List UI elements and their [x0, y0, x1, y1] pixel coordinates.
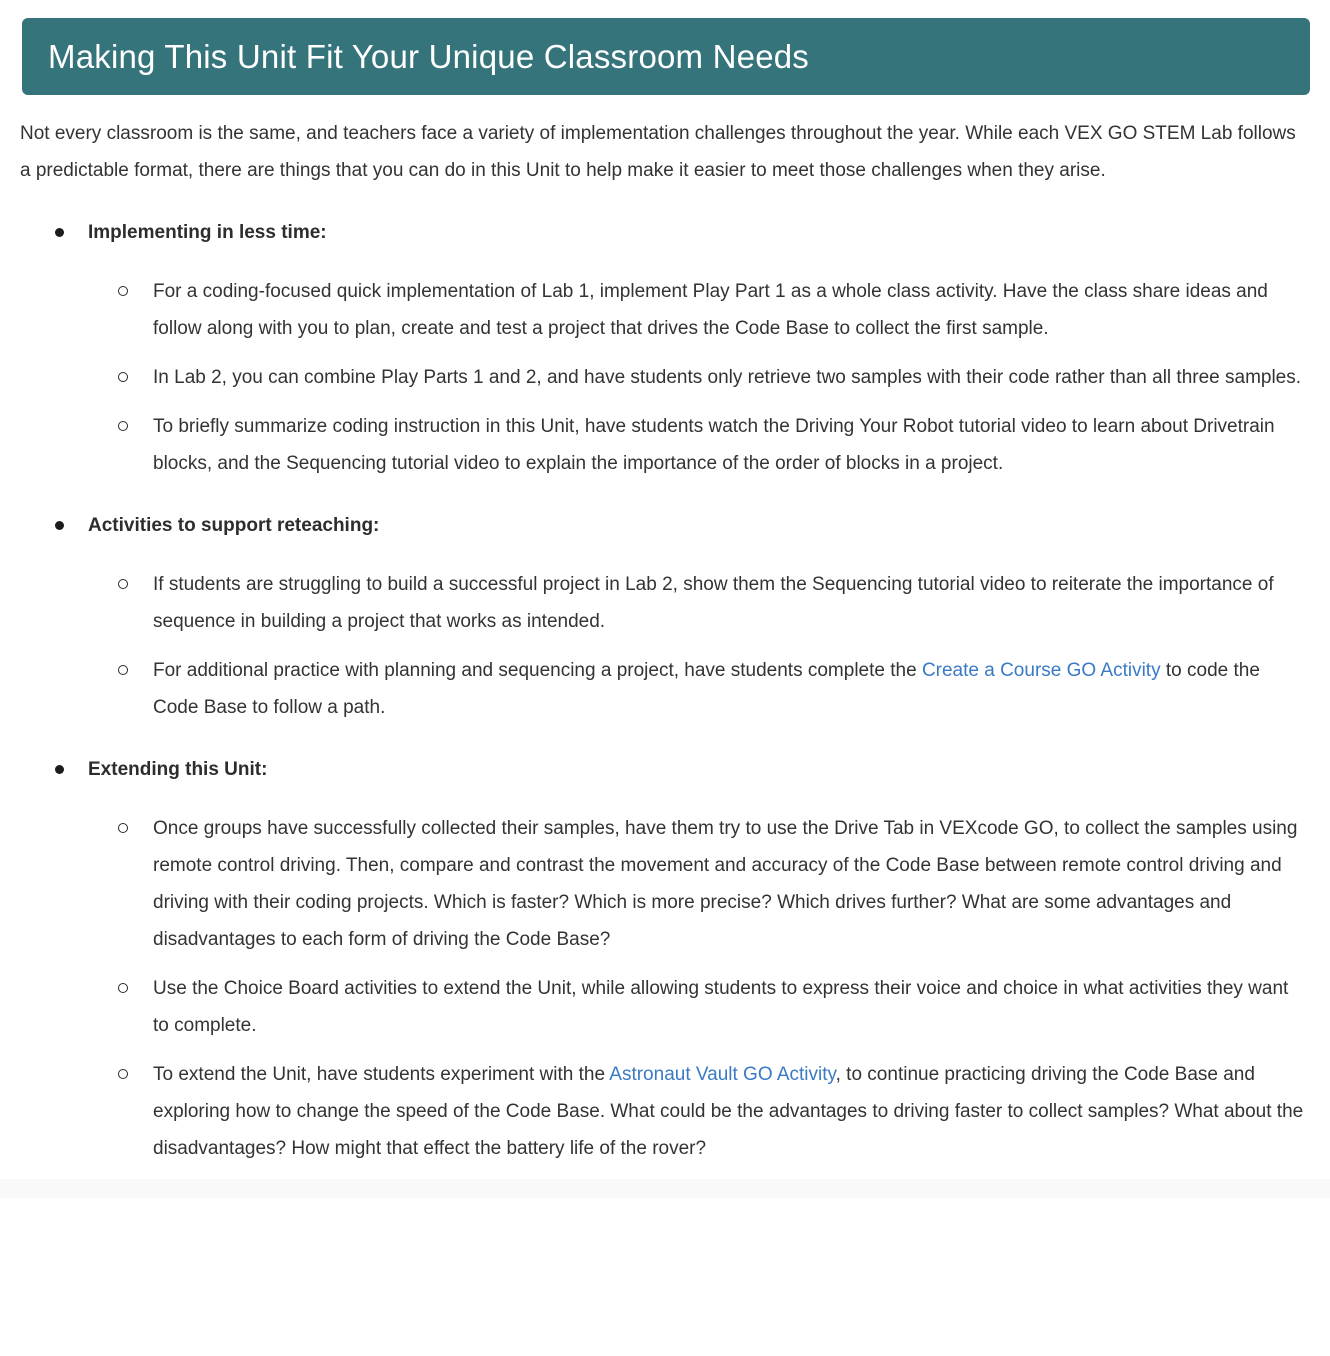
section-heading: Implementing in less time:: [88, 222, 327, 243]
list-item-text: [153, 810, 1306, 958]
intro-paragraph: Not every classroom is the same, and teachers face a variety of implementation challenges throughout the year. While each VEX GO STEM Lab follows a predictable format, there are things that you can do in this Unit to help make it easier to meet those challenges when they arise.: [20, 123, 1296, 181]
sections-list: [20, 215, 1306, 1167]
text-run: In Lab 2, you can combine Play Parts 1 and 2, and have students only retrieve two samples with their code rather than all three samples.: [153, 367, 1302, 388]
page-title: Making This Unit Fit Your Unique Classroom Needs: [48, 37, 809, 75]
text-run: , to continue practicing driving the Code Base and exploring how to change the speed of the Code Base. What could be the advantages to driving faster to collect samples? What about the disadvantages? How might that effect the battery life of the rover?: [153, 1064, 1304, 1159]
text-run: For a coding-focused quick implementation of Lab 1, implement Play Part 1 as a whole class activity. Have the class share ideas and follow along with you to plan, create and test a project that drives the Code Base to collect the first sample.: [153, 281, 1268, 339]
text-run: to code the Code Base to follow a path.: [153, 660, 1260, 718]
bullet-icon: [55, 521, 64, 530]
bullet-icon: [55, 228, 64, 237]
list-item-text: [153, 273, 1306, 347]
text-run: For additional practice with planning and sequencing a project, have students complete the: [153, 660, 922, 681]
section-heading-row: [20, 508, 1306, 544]
circle-bullet-icon: [118, 286, 128, 296]
circle-bullet-icon: [118, 1069, 128, 1079]
section: [20, 215, 1306, 482]
list-item-text: [153, 566, 1306, 640]
circle-bullet-icon: [118, 983, 128, 993]
list-item: [20, 408, 1306, 482]
circle-bullet-icon: [118, 372, 128, 382]
list-item: [20, 652, 1306, 726]
footer-band: [0, 1179, 1330, 1198]
text-run: Once groups have successfully collected their samples, have them try to use the Drive Tab in VEXcode GO, to collect the samples using remote control driving. Then, compare and contrast the movement and accuracy of the Code Base between remote control driving and driving with their coding projects. Which is faster? Which is more precise? Which drives further? What are some advantages and disadvantages to each form of driving the Code Base?: [153, 818, 1298, 950]
list-item-text: [153, 359, 1301, 396]
list-item-text: [153, 1056, 1306, 1167]
section-heading: Activities to support reteaching:: [88, 515, 380, 536]
list-item: [20, 566, 1306, 640]
list-item: [20, 273, 1306, 347]
section: [20, 752, 1306, 1167]
text-run: To briefly summarize coding instruction in this Unit, have students watch the Driving Your Robot tutorial video to learn about Drivetrain blocks, and the Sequencing tutorial video to explain the importance of the order of blocks in a project.: [153, 416, 1275, 474]
link-create-a-course-go-activity[interactable]: Create a Course GO Activity: [921, 660, 1161, 681]
list-item: [20, 810, 1306, 958]
list-item-text: [153, 652, 1306, 726]
section-heading: Extending this Unit:: [88, 759, 268, 780]
text-run: If students are struggling to build a successful project in Lab 2, show them the Sequencing tutorial video to reiterate the importance of sequence in building a project that works as intended.: [153, 574, 1274, 632]
page: [0, 18, 1330, 1198]
circle-bullet-icon: [118, 579, 128, 589]
list-item: [20, 970, 1306, 1044]
page-title-banner: [22, 18, 1310, 95]
text-run: To extend the Unit, have students experiment with the: [153, 1064, 610, 1085]
list-item: [20, 359, 1306, 396]
circle-bullet-icon: [118, 823, 128, 833]
circle-bullet-icon: [118, 421, 128, 431]
section-heading-row: [20, 752, 1306, 788]
content: [0, 115, 1330, 1167]
list-item: [20, 1056, 1306, 1167]
list-item-text: [153, 970, 1306, 1044]
circle-bullet-icon: [118, 665, 128, 675]
bullet-icon: [55, 765, 64, 774]
link-astronaut-vault-go-activity[interactable]: Astronaut Vault GO Activity: [609, 1064, 836, 1085]
text-run: Use the Choice Board activities to extend the Unit, while allowing students to express their voice and choice in what activities they want to complete.: [153, 978, 1289, 1036]
section-heading-row: [20, 215, 1306, 251]
section: [20, 508, 1306, 726]
list-item-text: [153, 408, 1306, 482]
